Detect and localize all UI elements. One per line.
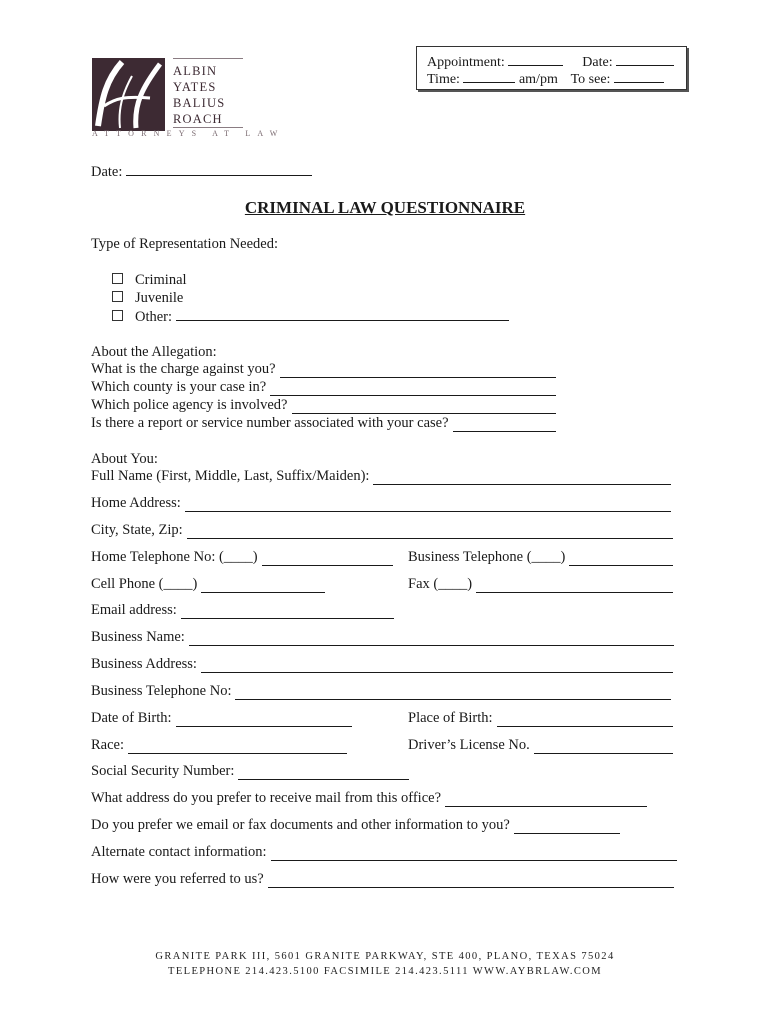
appointment-date-blank[interactable]: [616, 52, 674, 66]
allegation-heading: About the Allegation:: [91, 344, 217, 360]
cell-phone-field: [91, 575, 325, 593]
email-or-fax-blank[interactable]: [514, 820, 620, 834]
checkbox-criminal[interactable]: [112, 273, 123, 284]
city-state-zip-blank[interactable]: [187, 525, 673, 539]
footer-contact: TELEPHONE 214.423.5100 FACSIMILE 214.423.5111 WWW.AYBRLAW.COM: [168, 966, 602, 977]
mail-address-label: What address do you prefer to receive mail from this office?: [91, 790, 442, 806]
race-label: Race:: [91, 737, 125, 753]
police-agency-label: Which police agency is involved?: [91, 397, 288, 413]
email-or-fax-field: [91, 816, 620, 834]
page-title: CRIMINAL LAW QUESTIONNAIRE: [244, 198, 526, 217]
email-label: Email address:: [91, 602, 177, 618]
business-name-blank[interactable]: [189, 632, 674, 646]
alt-contact-label: Alternate contact information:: [91, 844, 267, 860]
other-blank[interactable]: [176, 307, 509, 321]
business-phone-blank[interactable]: [235, 686, 671, 700]
cell-phone-blank[interactable]: [201, 579, 325, 593]
alt-contact-blank[interactable]: [271, 847, 677, 861]
police-agency-field: [91, 396, 556, 414]
city-state-zip-field: [91, 521, 673, 539]
fax-field: [408, 575, 673, 593]
business-address-blank[interactable]: [201, 659, 673, 673]
checkbox-other[interactable]: [112, 310, 123, 321]
home-address-blank[interactable]: [185, 498, 671, 512]
home-phone-blank[interactable]: [262, 552, 393, 566]
license-blank[interactable]: [534, 740, 673, 754]
logo-tagline: ATTORNEYS AT LAW: [92, 129, 285, 138]
dob-field: [91, 709, 352, 727]
pob-field: [408, 709, 673, 727]
business-phone-paren-label: Business Telephone (____): [408, 549, 566, 565]
option-other[interactable]: [112, 307, 509, 326]
race-field: [91, 736, 347, 754]
appointment-ampm: am/pm: [518, 72, 558, 87]
option-juvenile-label: Juvenile: [135, 290, 184, 306]
appointment-time-blank[interactable]: [463, 69, 515, 83]
dob-label: Date of Birth:: [91, 710, 172, 726]
dob-blank[interactable]: [176, 713, 352, 727]
alt-contact-field: [91, 843, 677, 861]
date-blank[interactable]: [126, 162, 312, 176]
option-criminal-label: Criminal: [135, 272, 187, 288]
option-juvenile[interactable]: [112, 289, 183, 307]
logo-rule-bottom: [173, 127, 243, 128]
appointment-blank[interactable]: [508, 52, 563, 66]
report-number-blank[interactable]: [453, 418, 556, 432]
race-blank[interactable]: [128, 740, 347, 754]
city-state-zip-label: City, State, Zip:: [91, 522, 183, 538]
appointment-time-row: [427, 69, 664, 88]
pob-label: Place of Birth:: [408, 710, 493, 726]
county-blank[interactable]: [270, 382, 556, 396]
option-criminal[interactable]: [112, 271, 187, 289]
logo-name-roach: ROACH: [173, 112, 223, 126]
business-phone-paren-field: [408, 548, 673, 566]
appointment-time-label: Time:: [427, 72, 460, 87]
date-label: Date:: [91, 164, 123, 180]
ssn-blank[interactable]: [238, 766, 409, 780]
appointment-label: Appointment:: [427, 55, 505, 70]
home-phone-label: Home Telephone No: (____): [91, 549, 258, 565]
full-name-label: Full Name (First, Middle, Last, Suffix/Maiden):: [91, 468, 370, 484]
business-phone-label: Business Telephone No:: [91, 683, 232, 699]
referred-blank[interactable]: [268, 874, 674, 888]
report-number-field: [91, 414, 556, 432]
email-blank[interactable]: [181, 605, 394, 619]
logo-name-yates: YATES: [173, 80, 217, 94]
appointment-to-see-blank[interactable]: [614, 69, 664, 83]
license-field: [408, 736, 673, 754]
charge-field: [91, 360, 556, 378]
appointment-box: [416, 46, 687, 90]
logo-name-balius: BALIUS: [173, 96, 226, 110]
full-name-blank[interactable]: [373, 471, 671, 485]
business-phone-field: [91, 682, 671, 700]
footer-address: GRANITE PARK III, 5601 GRANITE PARKWAY, STE 400, PLANO, TEXAS 75024: [155, 951, 615, 962]
appointment-to-see-label: To see:: [570, 72, 611, 87]
county-field: [91, 378, 556, 396]
mail-address-blank[interactable]: [445, 793, 647, 807]
home-phone-field: [91, 548, 393, 566]
firm-logo-mark: [92, 58, 165, 131]
business-name-label: Business Name:: [91, 629, 185, 645]
home-address-label: Home Address:: [91, 495, 181, 511]
email-or-fax-label: Do you prefer we email or fax documents and other information to you?: [91, 817, 510, 833]
logo-rule-top: [173, 58, 243, 59]
business-name-field: [91, 628, 674, 646]
business-address-field: [91, 655, 673, 673]
mail-address-field: [91, 789, 647, 807]
full-name-field: [91, 467, 671, 485]
license-label: Driver’s License No.: [408, 737, 530, 753]
business-address-label: Business Address:: [91, 656, 197, 672]
ssn-label: Social Security Number:: [91, 763, 235, 779]
pob-blank[interactable]: [497, 713, 673, 727]
charge-blank[interactable]: [280, 364, 556, 378]
business-phone-paren-blank[interactable]: [569, 552, 673, 566]
email-field: [91, 601, 394, 619]
county-label: Which county is your case in?: [91, 379, 267, 395]
appointment-date-label: Date:: [582, 55, 613, 70]
ssn-field: [91, 762, 409, 780]
logo-name-albin: ALBIN: [173, 64, 218, 78]
fax-blank[interactable]: [476, 579, 673, 593]
representation-heading: Type of Representation Needed:: [91, 236, 279, 252]
report-number-label: Is there a report or service number associated with your case?: [91, 415, 449, 431]
fax-label: Fax (____): [408, 576, 473, 592]
referred-field: [91, 870, 674, 888]
police-agency-blank[interactable]: [292, 400, 557, 414]
checkbox-juvenile[interactable]: [112, 291, 123, 302]
date-field: [91, 162, 312, 181]
cell-phone-label: Cell Phone (____): [91, 576, 198, 592]
charge-label: What is the charge against you?: [91, 361, 276, 377]
referred-label: How were you referred to us?: [91, 871, 264, 887]
about-heading: About You:: [91, 451, 158, 467]
option-other-label: Other:: [135, 309, 173, 325]
home-address-field: [91, 494, 671, 512]
